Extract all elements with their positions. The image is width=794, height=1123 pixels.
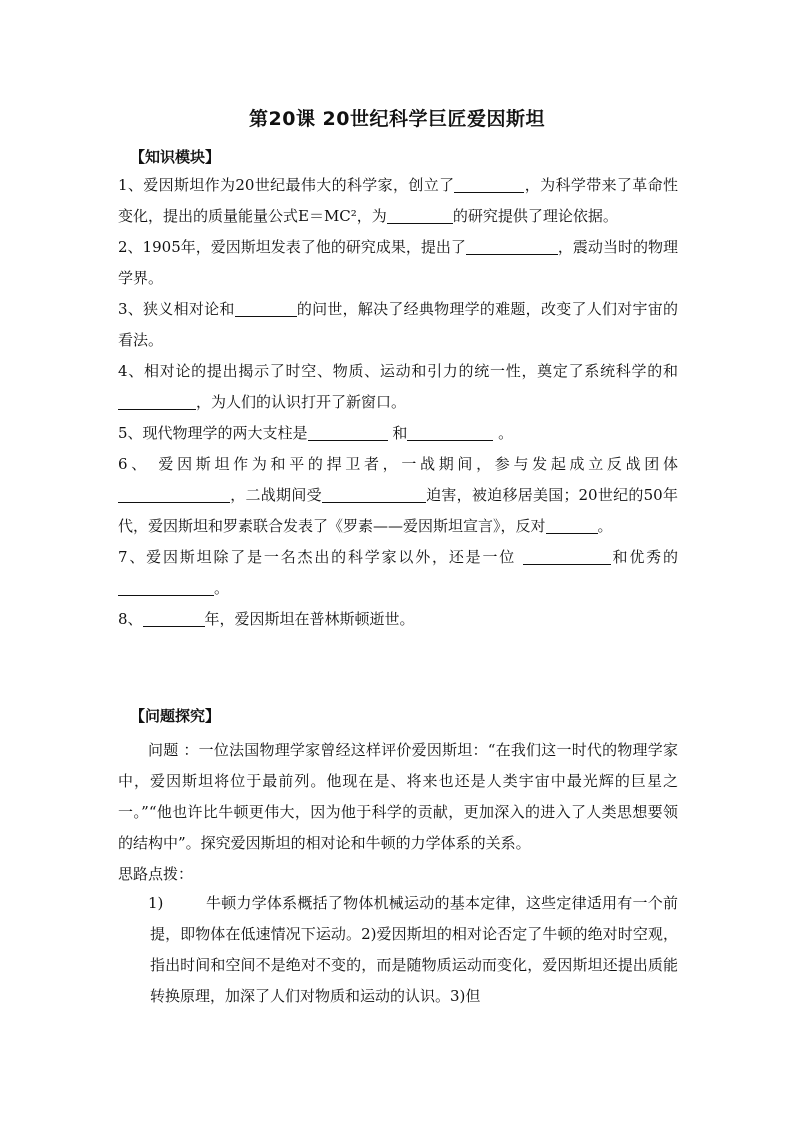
answer-blank[interactable] xyxy=(322,484,426,503)
item-text: 。 xyxy=(597,517,613,535)
item-text: 5、现代物理学的两大支柱是 xyxy=(118,424,308,442)
item-text: ，震动当时的物理学界。 xyxy=(118,238,678,287)
item-text: 4、相对论的提出揭示了时空、物质、运动和引力的统一性，奠定了系统科学的和 xyxy=(118,362,678,380)
list-item xyxy=(118,170,678,232)
item-text: 和优秀的 xyxy=(610,548,678,566)
list-item xyxy=(118,449,678,542)
page-title: 第20课 20世纪科学巨匠爱因斯坦 xyxy=(249,108,545,130)
item-text: ，二战期间受 xyxy=(230,486,322,504)
list-item xyxy=(118,294,678,356)
answer-blank[interactable] xyxy=(407,422,493,441)
hint-text: 牛顿力学体系概括了物体机械运动的基本定律，这些定律适用有一个前提，即物体在低速情况下运动。2)爱因斯坦的相对论否定了牛顿的绝对时空观，指出时间和空间不是绝对不变的，而是随物质运动而变化，爱因斯坦还提出质能转换原理，加深了人们对物质和运动的认识。3)但 xyxy=(150,894,678,1005)
list-item xyxy=(118,542,678,604)
section-heading-knowledge: 【知识模块】 xyxy=(130,148,221,166)
hint-list xyxy=(150,888,678,1012)
answer-blank[interactable] xyxy=(118,577,214,596)
inquiry-section xyxy=(118,735,678,890)
answer-blank[interactable] xyxy=(308,422,388,441)
item-text: 6、 爱因斯坦作为和平的捍卫者，一战期间，参与发起成立反战团体 xyxy=(118,455,678,473)
answer-blank[interactable] xyxy=(387,205,453,224)
hint-label: 思路点拨： xyxy=(118,865,194,883)
knowledge-list xyxy=(118,170,678,635)
item-text: 的研究提供了理论依据。 xyxy=(452,207,618,225)
list-item xyxy=(118,356,678,418)
item-text: 3、狭义相对论和 xyxy=(118,300,235,318)
list-item xyxy=(118,232,678,294)
answer-blank[interactable] xyxy=(143,608,205,627)
item-text: 8、 xyxy=(118,610,143,628)
item-text: 年，爱因斯坦在普林斯顿逝世。 xyxy=(204,610,415,628)
answer-blank[interactable] xyxy=(235,298,297,317)
item-text: 迫害，被迫移居美国；20世纪的50年代，爱因斯坦和罗素联合发表了《罗素——爱因斯坦宣言》，反对 xyxy=(118,486,678,535)
answer-blank[interactable] xyxy=(118,391,196,410)
hint-number: 1) xyxy=(148,894,164,912)
answer-blank[interactable] xyxy=(546,515,598,534)
list-item xyxy=(118,604,678,635)
item-text: 2、1905年，爱因斯坦发表了他的研究成果，提出了 xyxy=(118,238,466,256)
list-item xyxy=(118,418,678,449)
item-text: 。 xyxy=(214,579,230,597)
section-heading-inquiry: 【问题探究】 xyxy=(130,707,221,725)
item-text: ，为科学带来了革命性变化，提出的质量能量公式E＝MC²，为 xyxy=(118,176,678,225)
answer-blank[interactable] xyxy=(118,484,230,503)
answer-blank[interactable] xyxy=(523,546,611,565)
item-text: 和 xyxy=(387,424,408,442)
item-text: 。 xyxy=(493,424,514,442)
question-text: 问题 ：一位法国物理学家曾经这样评价爱因斯坦：“在我们这一时代的物理学家中，爱因斯坦将位于最前列。他现在是、将来也还是人类宇宙中最光辉的巨星之一。”“他也许比牛顿更伟大，因为他于科学的贡献，更加深入的进入了人类思想要领的结构中”。探究爱因斯坦的相对论和牛顿的力学体系的关系。 xyxy=(118,741,678,852)
item-text: ，为人们的认识打开了新窗口。 xyxy=(196,393,407,411)
answer-blank[interactable] xyxy=(466,236,558,255)
item-text: 的问世，解决了经典物理学的难题，改变了人们对宇宙的看法。 xyxy=(118,300,678,349)
answer-blank[interactable] xyxy=(454,174,524,193)
item-text: 7、爱因斯坦除了是一名杰出的科学家以外，还是一位 xyxy=(118,548,523,566)
item-text: 1、爱因斯坦作为20世纪最伟大的科学家，创立了 xyxy=(118,176,455,194)
